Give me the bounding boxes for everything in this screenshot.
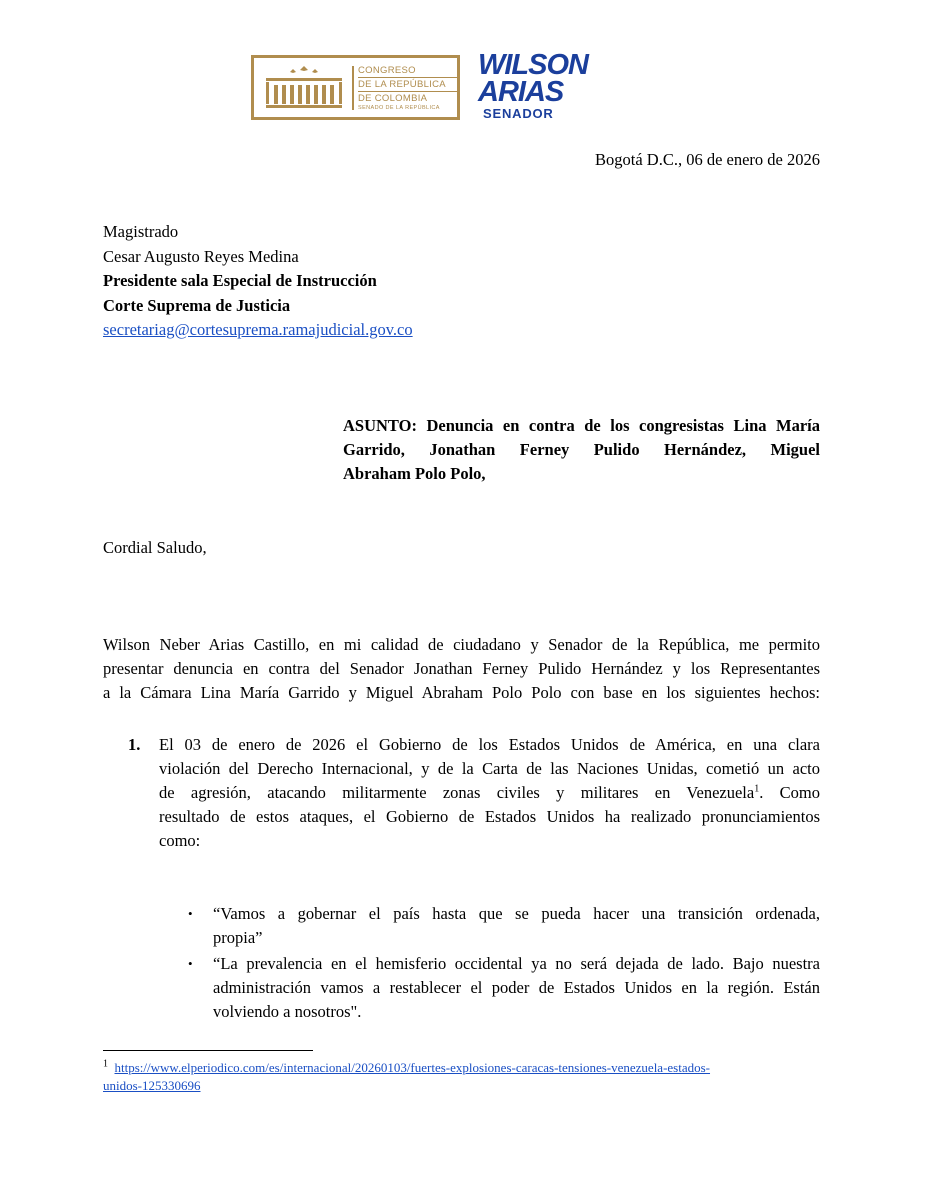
wilson-logo-line-2: ARIAS: [478, 76, 564, 108]
greeting: Cordial Saludo,: [103, 538, 207, 557]
bullet-icon: •: [188, 906, 193, 921]
intro-line-3: a la Cámara Lina María Garrido y Miguel Abraham Polo Polo con base en los siguientes hechos:: [103, 683, 820, 702]
logo-divider: [352, 66, 354, 110]
wilson-logo-line-3: SENADOR: [483, 106, 554, 121]
congreso-logo: [251, 55, 460, 120]
footnote: [103, 1059, 710, 1077]
congreso-wordmark: [358, 65, 458, 112]
wilson-logo-line-1: WILSON: [478, 49, 588, 81]
quote-2-line-2: administración vamos a restablecer el poder de Estados Unidos en la región. Están: [213, 978, 820, 997]
recipient-email-link[interactable]: secretariag@cortesuprema.ramajudicial.gov.co: [103, 320, 413, 339]
capitol-building-icon: [260, 64, 348, 112]
recipient-position: Presidente sala Especial de Instrucción: [103, 271, 377, 290]
item-1-line-3-text: de agresión, atacando militarmente zonas civiles y militares en Venezuela: [159, 783, 755, 802]
recipient-court: Corte Suprema de Justicia: [103, 296, 291, 315]
congreso-line-1: CONGRESO: [358, 65, 416, 76]
recipient-name: Cesar Augusto Reyes Medina: [103, 247, 299, 266]
subject-line-3: Abraham Polo Polo,: [343, 464, 486, 483]
item-1-line-4: resultado de estos ataques, el Gobierno de Estados Unidos ha realizado pronunciamientos: [159, 807, 820, 826]
footnote-separator: [103, 1050, 313, 1051]
item-1-line-5: como:: [159, 831, 201, 850]
congreso-line-4: SENADO DE LA REPÚBLICA: [358, 105, 440, 111]
subject-block: [343, 414, 820, 486]
quote-2: [213, 952, 820, 1024]
congreso-line-2: DE LA REPÚBLICA: [358, 79, 446, 90]
intro-line-2: presentar denuncia en contra del Senador Jonathan Ferney Pulido Hernández y los Representantes: [103, 659, 820, 678]
letter-date: Bogotá D.C., 06 de enero de 2026: [595, 150, 820, 169]
recipient-title: Magistrado: [103, 222, 179, 241]
wilson-arias-logo: [478, 49, 603, 127]
quote-2-line-3: volviendo a nosotros".: [213, 1002, 362, 1021]
intro-paragraph: [103, 633, 820, 705]
footnote-reference: 1: [754, 783, 760, 795]
footnote-link-continued[interactable]: unidos-125330696: [103, 1078, 201, 1093]
item-1-paragraph: [159, 733, 820, 853]
bullet-icon: •: [188, 956, 193, 971]
quote-1-line-2: propia”: [213, 928, 263, 947]
subject-line-2: Garrido, Jonathan Ferney Pulido Hernández, Miguel: [343, 440, 820, 459]
quote-2-line-1: “La prevalencia en el hemisferio occidental ya no será dejada de lado. Bajo nuestra: [213, 954, 820, 973]
item-1-line-1: El 03 de enero de 2026 el Gobierno de los Estados Unidos de América, en una clara: [159, 735, 820, 754]
quote-1-line-1: “Vamos a gobernar el país hasta que se pueda hacer una transición ordenada,: [213, 904, 820, 923]
congreso-line-3: DE COLOMBIA: [358, 93, 428, 104]
item-1-line-3-tail: . Como: [759, 783, 820, 802]
quote-1: [213, 902, 820, 950]
footnote-link[interactable]: https://www.elperiodico.com/es/internacional/20260103/fuertes-explosiones-caracas-tensiones-venezuela-estados-: [114, 1060, 711, 1075]
intro-line-1: Wilson Neber Arias Castillo, en mi calidad de ciudadano y Senador de la República, me permito: [103, 635, 820, 654]
footnote-marker: 1: [103, 1058, 108, 1070]
item-1-line-3: [159, 781, 820, 805]
item-number: 1.: [128, 735, 141, 754]
item-1-line-2: violación del Derecho Internacional, y de la Carta de las Naciones Unidas, cometió un acto: [159, 759, 820, 778]
subject-line-1: ASUNTO: Denuncia en contra de los congresistas Lina María: [343, 416, 820, 435]
